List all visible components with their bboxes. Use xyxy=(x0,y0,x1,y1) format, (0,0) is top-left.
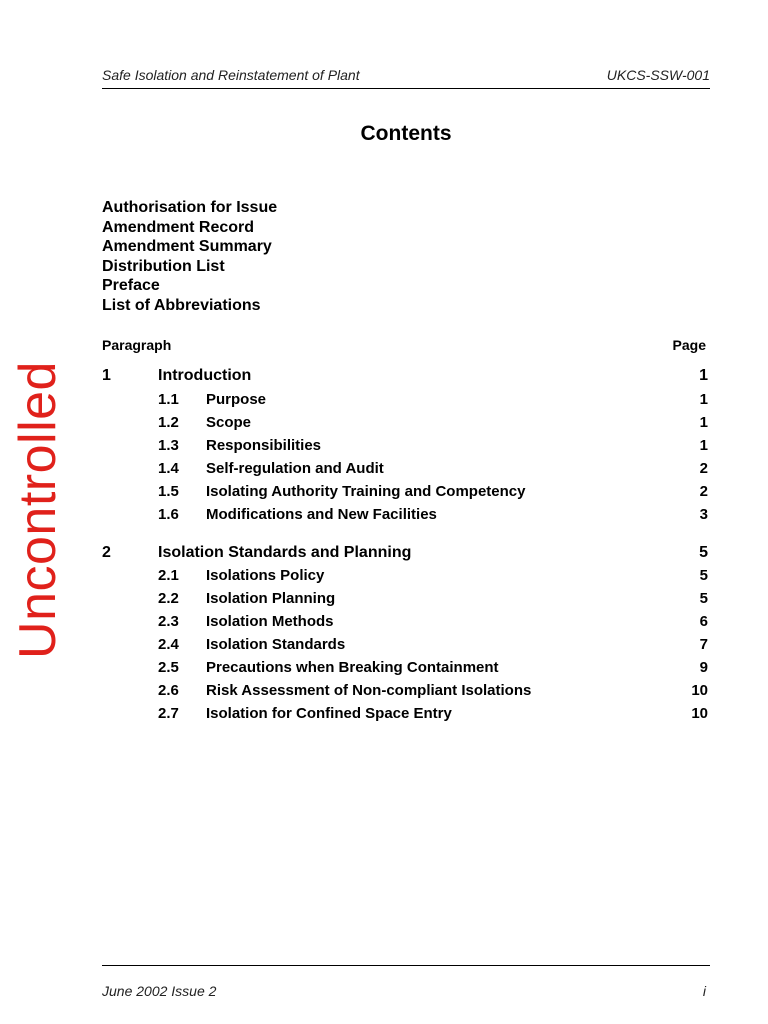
entry-title: Isolation Planning xyxy=(206,590,336,607)
column-headers xyxy=(102,337,706,353)
entry-title: Self-regulation and Audit xyxy=(206,460,384,477)
entry-number: 1.5 xyxy=(158,483,179,500)
page-title: Contents xyxy=(360,122,452,145)
entry-number: 1.2 xyxy=(158,414,179,431)
toc-section-2[interactable] xyxy=(102,542,708,564)
toc-entry[interactable] xyxy=(102,703,708,725)
section-title: Introduction xyxy=(158,367,252,384)
section-page: 1 xyxy=(699,367,708,384)
entry-number: 2.3 xyxy=(158,613,179,630)
toc-entry[interactable] xyxy=(102,565,708,587)
entry-number: 2.2 xyxy=(158,590,179,607)
page-footer xyxy=(102,983,706,999)
entry-page: 5 xyxy=(699,567,708,584)
toc-entry[interactable] xyxy=(102,680,708,702)
document-title: Safe Isolation and Reinstatement of Plant xyxy=(102,67,360,83)
toc-entry[interactable] xyxy=(102,611,708,633)
prelim-item[interactable]: Authorisation for Issue xyxy=(102,199,278,216)
entry-title: Isolation for Confined Space Entry xyxy=(206,705,452,722)
page-header xyxy=(102,67,710,83)
entry-page: 7 xyxy=(699,636,708,653)
entry-title: Purpose xyxy=(206,391,267,408)
entry-page: 6 xyxy=(699,613,708,630)
section-page: 5 xyxy=(699,544,708,561)
footer-divider xyxy=(102,965,710,966)
issue-date: June 2002 Issue 2 xyxy=(102,983,217,999)
entry-number: 2.7 xyxy=(158,705,179,722)
toc-entry[interactable] xyxy=(102,481,708,503)
entry-page: 1 xyxy=(699,414,708,431)
entry-number: 1.3 xyxy=(158,437,179,454)
toc-entry[interactable] xyxy=(102,504,708,526)
uncontrolled-watermark: Uncontrolled xyxy=(9,361,67,659)
entry-page: 10 xyxy=(691,705,708,722)
page-column-header: Page xyxy=(672,337,706,353)
toc-entry[interactable] xyxy=(102,435,708,457)
preliminary-sections xyxy=(102,198,277,316)
entry-title: Scope xyxy=(206,414,252,431)
toc-entry[interactable] xyxy=(102,634,708,656)
toc-entry[interactable] xyxy=(102,389,708,411)
section-number: 1 xyxy=(102,367,111,384)
entry-number: 1.6 xyxy=(158,506,179,523)
entry-title: Isolating Authority Training and Competency xyxy=(206,483,526,500)
entry-number: 2.6 xyxy=(158,682,179,699)
entry-page: 5 xyxy=(699,590,708,607)
prelim-item[interactable]: Amendment Record xyxy=(102,218,255,236)
entry-number: 1.1 xyxy=(158,391,179,408)
header-divider xyxy=(102,88,710,89)
prelim-item[interactable]: Distribution List xyxy=(102,257,225,275)
entry-number: 2.5 xyxy=(158,659,179,676)
entry-page: 2 xyxy=(699,483,708,500)
toc-entry[interactable] xyxy=(102,657,708,679)
entry-number: 2.1 xyxy=(158,567,179,584)
paragraph-column-header: Paragraph xyxy=(102,337,172,353)
entry-title: Isolation Standards xyxy=(206,636,346,653)
page-number: i xyxy=(702,983,706,999)
entry-page: 10 xyxy=(691,682,708,699)
entry-page: 3 xyxy=(699,506,708,523)
section-number: 2 xyxy=(102,544,111,561)
entry-title: Precautions when Breaking Containment xyxy=(206,659,499,676)
entry-title: Modifications and New Facilities xyxy=(206,506,437,523)
entry-page: 9 xyxy=(699,659,708,676)
entry-page: 1 xyxy=(699,437,708,454)
entry-title: Isolations Policy xyxy=(206,567,325,584)
entry-title: Responsibilities xyxy=(206,437,322,454)
toc-entry[interactable] xyxy=(102,458,708,480)
document-code: UKCS-SSW-001 xyxy=(606,67,710,83)
prelim-item[interactable]: Amendment Summary xyxy=(102,238,272,256)
prelim-item[interactable]: Preface xyxy=(102,277,160,295)
prelim-item[interactable]: List of Abbreviations xyxy=(102,296,261,314)
toc-entry[interactable] xyxy=(102,588,708,610)
entry-title: Isolation Methods xyxy=(206,613,334,630)
entry-page: 1 xyxy=(699,391,708,408)
entry-page: 2 xyxy=(699,460,708,477)
section-title: Isolation Standards and Planning xyxy=(158,544,412,561)
toc-section-1[interactable] xyxy=(102,365,708,387)
entry-number: 1.4 xyxy=(158,460,179,477)
toc-entry[interactable] xyxy=(102,412,708,434)
entry-title: Risk Assessment of Non-compliant Isolations xyxy=(206,682,532,699)
entry-number: 2.4 xyxy=(158,636,179,653)
